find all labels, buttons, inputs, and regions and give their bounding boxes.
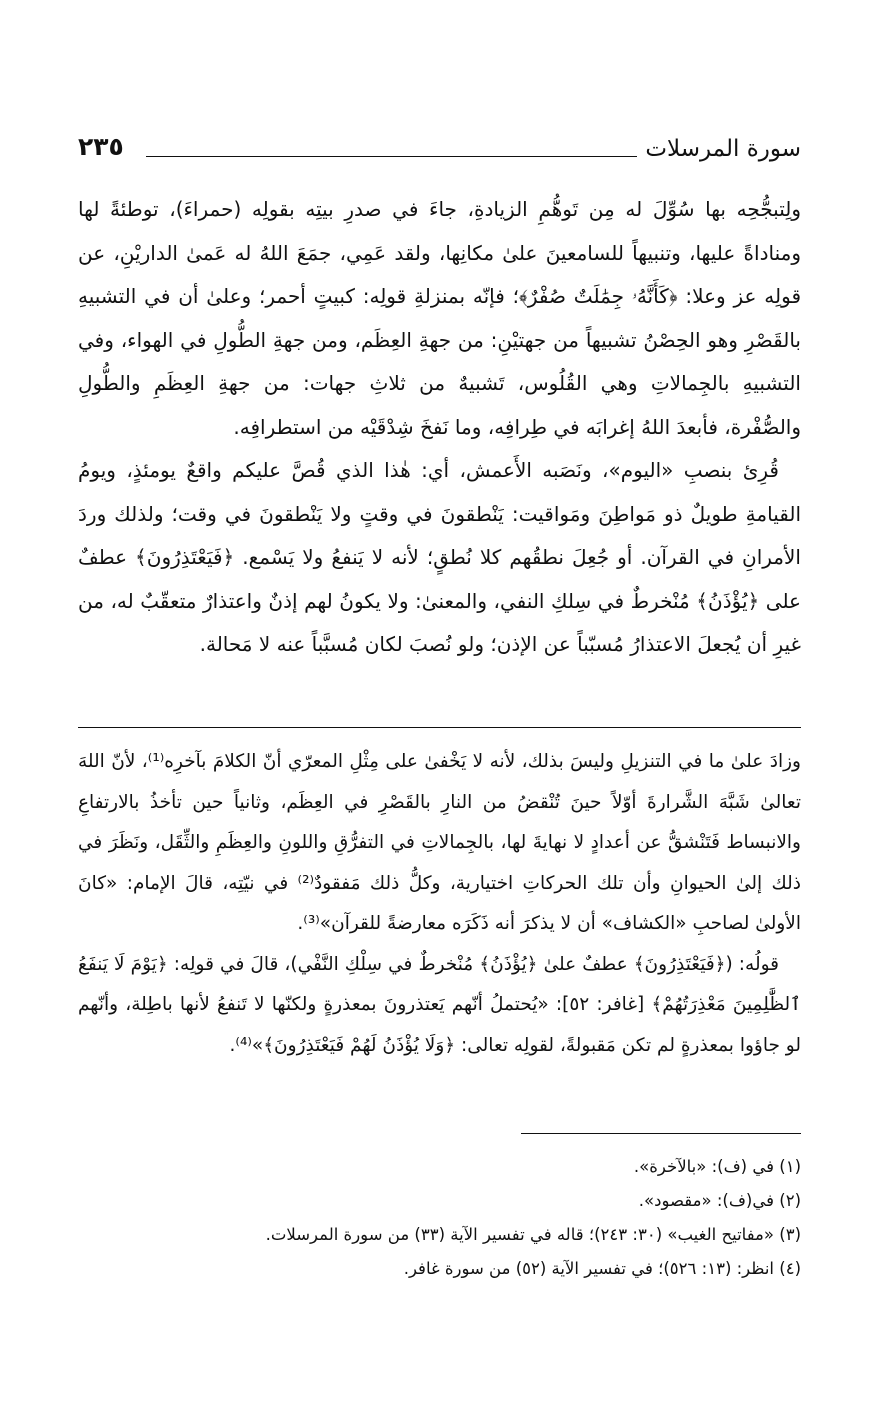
main-text [78, 188, 801, 667]
commentary-paragraph: وزادَ علىٰ ما في التنزيلِ وليسَ بذلك، لأنه لا يَخْفىٰ على مِثْلِ المعرّي أنّ الكلامَ بآخرِه⁽¹⁾، لأنّ اللهَ تعالىٰ شَبَّهَ الشَّرارةَ أوّلاً حينَ تُنْقضُ من النارِ بالقَصْرِ في العِظَم، وثانياً حين تأخذُ بالارتفاعِ والانبساط فَتَنْشقُّ عن أعدادٍ لا نهايةَ لها، بالجِمالاتِ في التفرُّقِ واللونِ والعِظَمِ والثِّقَل، ونَظَرَ في ذلك إلىٰ الحيوانِ وأن تلك الحركاتِ اختيارية، وكلُّ ذلك مَفقودٌ⁽²⁾ في نيّتِه، قالَ الإمام: «كانَ الأولىٰ لصاحبِ «الكشاف» أن لا يذكرَ أنه ذَكَرَه معارضةً للقرآن»⁽³⁾. [78, 751, 801, 934]
section-divider [78, 727, 801, 728]
book-page [78, 0, 801, 1415]
running-title: سورة المرسلات [645, 136, 801, 162]
header-rule [146, 156, 637, 157]
footnote-item: (٤) انظر: (١٣: ٥٢٦)؛ في تفسير الآية (٥٢) من سورة غافر. [403, 1259, 801, 1278]
main-paragraph: قُرِئ بنصبِ «اليوم»، ونَصَبه الأَعمش، أي: هٰذا الذي قُصَّ عليكم واقعٌ يومئذٍ، ويومُ القيامةِ طويلٌ ذو مَواطِنَ ومَواقيت: يَنْطقونَ في وقتٍ ولا يَنْطقونَ في وقت؛ ولذلك وردَ الأمرانِ في القرآن. أو جُعِلَ نطقُهم كلا نُطقٍ؛ لأنه لا يَنفعُ ولا يَسْمع. ﴿فَيَعْتَذِرُونَ﴾ عطفٌ على ﴿يُؤْذَنُ﴾ مُنْخرطٌ في سِلكِ النفي، والمعنىٰ: ولا يكونُ لهم إذنٌ واعتذارٌ متعقّبٌ له، من غيرِ أن يُجعلَ الاعتذارُ مُسبّباً عن الإذن؛ ولو نُصبَ لكان مُسبَّباً عنه لا مَحالة. [78, 458, 801, 656]
commentary-paragraph: قولُه: (﴿فَيَعْتَذِرُونَ﴾ عطفٌ علىٰ ﴿يُؤْذَنُ﴾ مُنْخرطٌ في سِلْكِ النَّفْي)، قالَ في قولِه: ﴿يَوْمَ لَا يَنفَعُ ٱلظَّٰلِمِينَ مَعْذِرَتُهُمْ﴾ [غافر: ٥٢]: «يُحتملُ أنّهم يَعتذرونَ بمعذرةٍ ولكنّها لا تَنفعُ لأنها باطِلة، وأنّهم لو جاؤوا بمعذرةٍ لم تكن مَقبولةً، لقولِه تعالى: ﴿وَلَا يُؤْذَنُ لَهُمْ فَيَعْتَذِرُونَ﴾»⁽⁴⁾. [78, 953, 801, 1056]
footnote-item: (٢) في(ف): «مقصود». [638, 1191, 801, 1210]
page-header [78, 132, 801, 172]
main-paragraph: ولِتبجُّحِه بها سُوِّلَ له مِن تَوهُّمِ الزيادةِ، جاءَ في صدرِ بيتِه بقولِه (حمراءَ)، توطئةً لها ومناداةً عليها، وتنبيهاً للسامعينَ علىٰ مكانِها، ولقد عَمِي، جمَعَ اللهُ له عَمىٰ الداريْنِ، عن قولِه عز وعلا: ﴿كَأَنَّهُۥ جِمَٰلَتٌ صُفْرٌ﴾؛ فإنّه بمنزلةِ قولِه: كبيتٍ أحمر؛ وعلىٰ أن في التشبيهِ بالقَصْرِ وهو الحِصْنُ تشبيهاً من جهتيْنِ: من جهةِ العِظَم، ومن جهةِ الطُّولِ في الهواء، وفي التشبيهِ بالجِمالاتِ وهي القُلُوس، تَشبيهٌ من ثلاثِ جهات: من جهةِ العِظَمِ والطُّولِ والصُّفْرة، فأبعدَ اللهُ إغرابَه في طِرافِه، وما نَفخَ شِدْقَيْه من استطرافِه. [78, 197, 801, 439]
footnote-divider [521, 1133, 801, 1134]
footnote-item: (٣) «مفاتيح الغيب» (٣٠: ٢٤٣)؛ قاله في تفسير الآية (٣٣) من سورة المرسلات. [265, 1225, 801, 1244]
footnotes [78, 1150, 801, 1286]
commentary-text [78, 742, 801, 1066]
page-number: ٢٣٥ [78, 132, 124, 161]
footnote-item: (١) في (ف): «بالآخرة». [633, 1157, 801, 1176]
